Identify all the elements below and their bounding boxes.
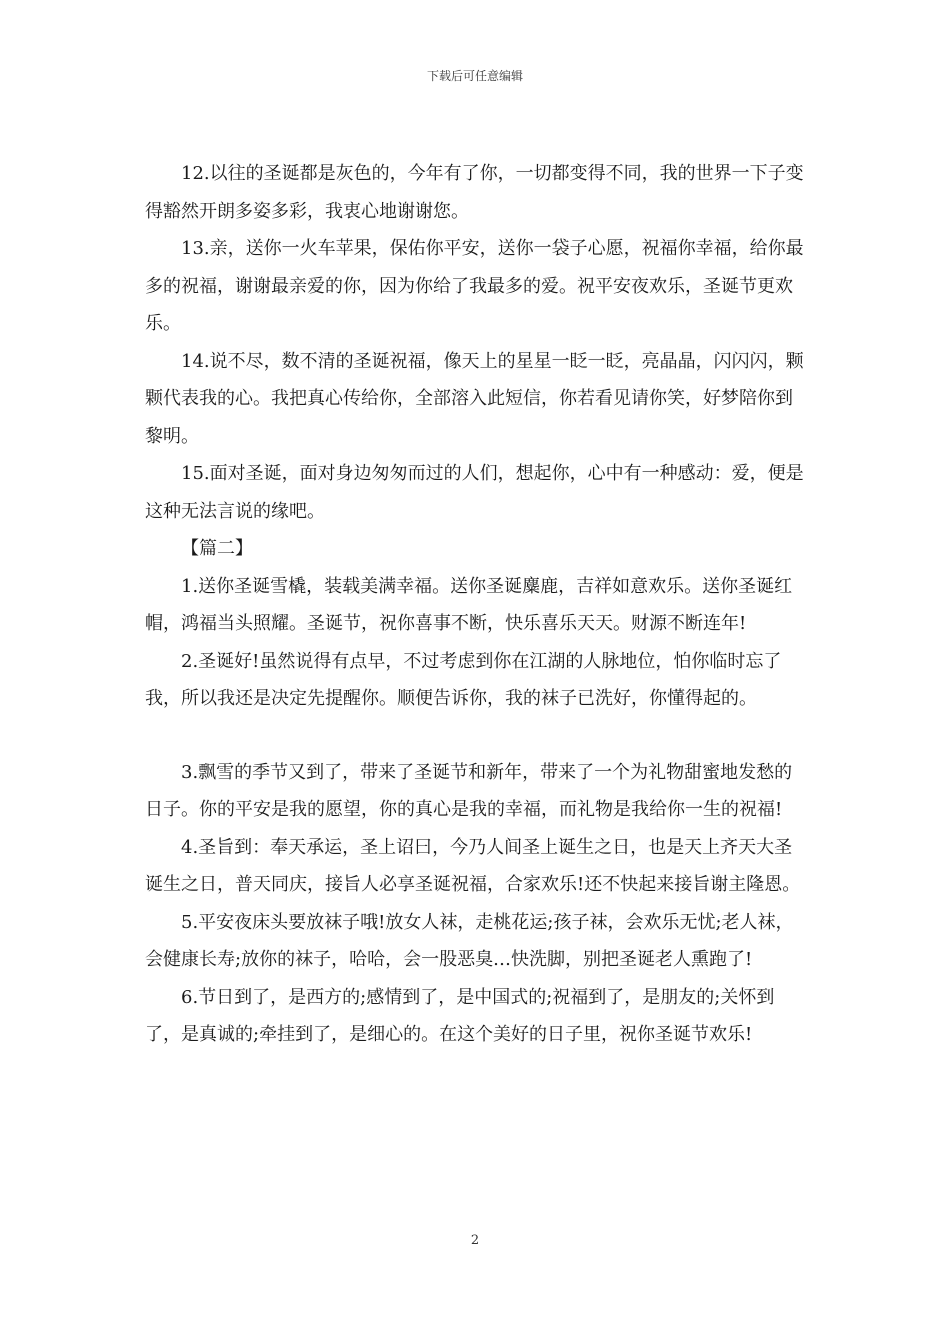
blank-line: [145, 718, 810, 754]
paragraph-6: 6.节日到了，是西方的;感情到了，是中国式的;祝福到了，是朋友的;关怀到了，是真诚的;牵挂到了，是细心的。在这个美好的日子里，祝你圣诞节欢乐!: [145, 986, 775, 1045]
paragraph-12: 12.以往的圣诞都是灰色的，今年有了你，一切都变得不同，我的世界一下子变得豁然开朗多姿多彩，我衷心地谢谢您。: [145, 163, 804, 222]
paragraph-13: 13.亲，送你一火车苹果，保佑你平安，送你一袋子心愿，祝福你幸福，给你最多的祝福，谢谢最亲爱的你，因为你给了我最多的爱。祝平安夜欢乐，圣诞节更欢乐。: [145, 238, 804, 334]
paragraph-15: 15.面对圣诞，面对身边匆匆而过的人们，想起你，心中有一种感动：爱，便是这种无法言说的缘吧。: [145, 463, 804, 522]
paragraph-2: 2.圣诞好!虽然说得有点早，不过考虑到你在江湖的人脉地位，怕你临时忘了我，所以我还是决定先提醒你。顺便告诉你，我的袜子已洗好，你懂得起的。: [145, 650, 782, 709]
page-number: 2: [470, 1233, 480, 1248]
paragraph-1: 1.送你圣诞雪橇，装载美满幸福。送你圣诞麋鹿，吉祥如意欢乐。送你圣诞红帽，鸿福当头照耀。圣诞节，祝你喜事不断，快乐喜乐天天。财源不断连年!: [145, 575, 793, 634]
paragraph-3: 3.飘雪的季节又到了，带来了圣诞节和新年，带来了一个为礼物甜蜜地发愁的日子。你的平安是我的愿望，你的真心是我的幸福，而礼物是我给你一生的祝福!: [145, 761, 793, 820]
paragraph-14: 14.说不尽，数不清的圣诞祝福，像天上的星星一眨一眨，亮晶晶，闪闪闪，颗颗代表我的心。我把真心传给你，全部溶入此短信，你若看见请你笑，好梦陪你到黎明。: [145, 350, 804, 447]
paragraph-5: 5.平安夜床头要放袜子哦!放女人袜，走桃花运;孩子袜，会欢乐无忧;老人袜，会健康长寿;放你的袜子，哈哈，会一股恶臭…快洗脚，别把圣诞老人熏跑了!: [145, 911, 794, 970]
page-header: 下载后可任意编辑: [426, 69, 523, 83]
paragraph-4: 4.圣旨到：奉天承运，圣上诏曰，今乃人间圣上诞生之日，也是天上齐天大圣诞生之日，普天同庆，接旨人必享圣诞祝福，合家欢乐!还不快起来接旨谢主隆恩。: [145, 836, 801, 895]
document-body: [145, 155, 810, 1054]
section-heading: 【篇二】: [181, 538, 253, 559]
